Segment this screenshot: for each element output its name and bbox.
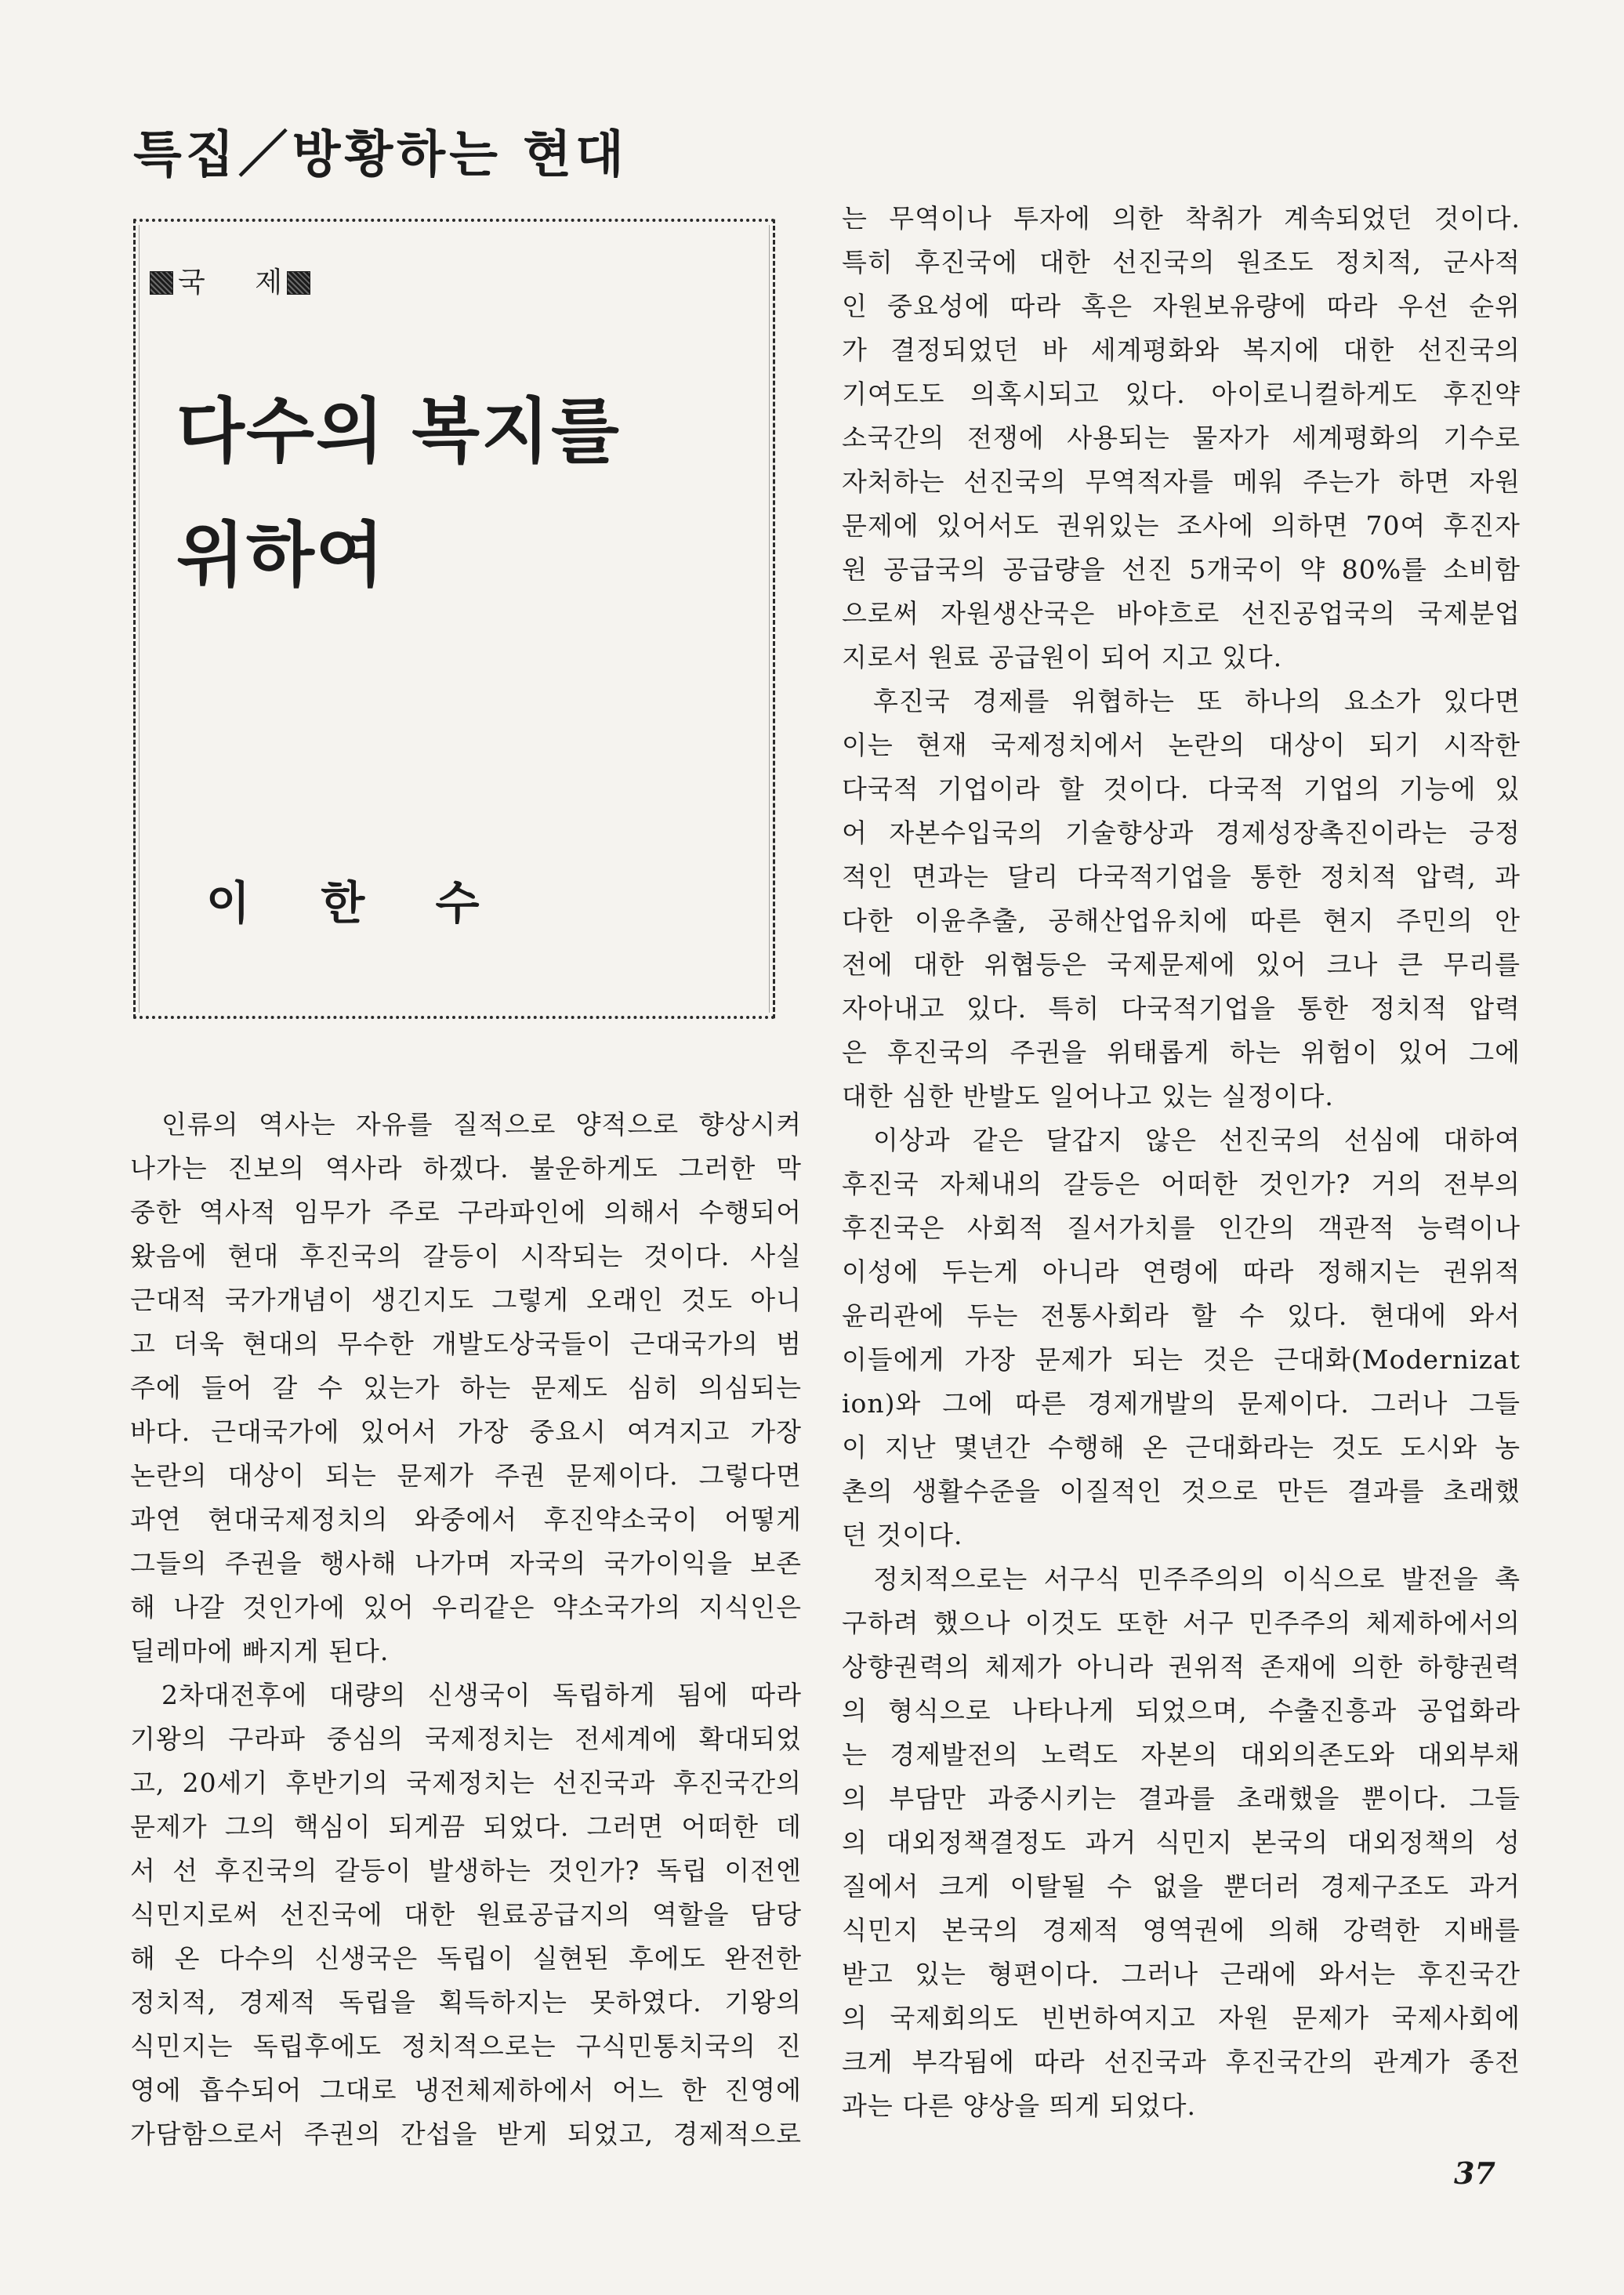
text-line: 던 것이다. bbox=[842, 1520, 963, 1550]
text-line: 과는 다른 양상을 띄게 되었다. bbox=[842, 2090, 1196, 2121]
text-line: 의 대외정책결정도 과거 식민지 본국의 대외정책의 성 bbox=[842, 1827, 1521, 1858]
text-line: 과연 현대국제정치의 와중에서 후진약소국이 어떻게 bbox=[130, 1504, 802, 1535]
right-text-column bbox=[842, 197, 1521, 2128]
text-line: 해 나갈 것인가에 있어 우리같은 약소국가의 지식인은 bbox=[130, 1592, 802, 1622]
text-line: 논란의 대상이 되는 문제가 주권 문제이다. 그렇다면 bbox=[130, 1460, 802, 1491]
text-line: 자아내고 있다. 특히 다국적기업을 통한 정치적 압력 bbox=[842, 993, 1521, 1024]
text-line: 으로써 자원생산국은 바야흐로 선진공업국의 국제분업 bbox=[842, 598, 1521, 629]
text-line: 후진국은 사회적 질서가치를 인간의 객관적 능력이나 bbox=[842, 1213, 1521, 1243]
paragraph bbox=[842, 197, 1521, 680]
article-title-line: 다수의 복지를 bbox=[176, 390, 621, 473]
paragraph bbox=[842, 1118, 1521, 1557]
text-line: 이들에게 가장 문제가 되는 것은 근대화(Modernizat bbox=[842, 1344, 1521, 1375]
text-line: 이상과 같은 달갑지 않은 선진국의 선심에 대하여 bbox=[873, 1125, 1521, 1155]
text-line: 식민지로써 선진국에 대한 원료공급지의 역할을 담당 bbox=[130, 1899, 802, 1930]
text-line: 영에 흡수되어 그대로 냉전체제하에서 어느 한 진영에 bbox=[130, 2075, 802, 2105]
text-line: 서 선 후진국의 갈등이 발생하는 것인가? 독립 이전엔 bbox=[130, 1855, 802, 1886]
text-line: ion)와 그에 따른 경제개발의 문제이다. 그러나 그들 bbox=[842, 1388, 1521, 1419]
text-line: 의 부담만 과중시키는 결과를 초래했을 뿐이다. 그들 bbox=[842, 1783, 1521, 1814]
text-line: 상향권력의 체제가 아니라 권위적 존재에 의한 하향권력 bbox=[842, 1651, 1521, 1682]
paragraph bbox=[842, 680, 1521, 1118]
paragraph bbox=[842, 1557, 1521, 2128]
text-line: 중한 역사적 임무가 주로 구라파인에 의해서 수행되어 bbox=[130, 1197, 802, 1227]
text-line: 가담함으로서 주권의 간섭을 받게 되었고, 경제적으로 bbox=[130, 2119, 802, 2149]
left-text-column bbox=[130, 1103, 802, 2156]
text-line: 기여도도 의혹시되고 있다. 아이로니컬하게도 후진약 bbox=[842, 379, 1521, 409]
text-line: 그들의 주권을 행사해 나가며 자국의 국가이익을 보존 bbox=[130, 1548, 802, 1579]
text-line: 식민지는 독립후에도 정치적으로는 구식민통치국의 진 bbox=[130, 2031, 802, 2061]
text-line: 구하려 했으나 이것도 또한 서구 민주주의 체제하에서의 bbox=[842, 1608, 1521, 1638]
paragraph bbox=[130, 1673, 802, 2156]
text-line: 2차대전후에 대량의 신생국이 독립하게 됨에 따라 bbox=[161, 1680, 802, 1710]
text-line: 후진국 자체내의 갈등은 어떠한 것인가? 거의 전부의 bbox=[842, 1169, 1521, 1199]
article-title-line: 위하여 bbox=[176, 513, 386, 596]
text-line: 의 국제회의도 빈번하여지고 자원 문제가 국제사회에 bbox=[842, 2003, 1521, 2033]
text-line: 근대적 국가개념이 생긴지도 그렇게 오래인 것도 아니 bbox=[130, 1285, 802, 1315]
text-line: 크게 부각됨에 따라 선진국과 후진국간의 관계가 종전 bbox=[842, 2047, 1521, 2077]
section-label-text: 국 제 bbox=[178, 266, 282, 299]
text-line: 대한 심한 반발도 일어나고 있는 실정이다. bbox=[842, 1081, 1334, 1111]
text-line: 다국적 기업이라 할 것이다. 다국적 기업의 기능에 있 bbox=[842, 774, 1521, 804]
text-line: 고 더욱 현대의 무수한 개발도상국들이 근대국가의 범 bbox=[130, 1329, 802, 1359]
text-line: 질에서 크게 이탈될 수 없을 뿐더러 경제구조도 과거 bbox=[842, 1871, 1521, 1902]
text-line: 주에 들어 갈 수 있는가 하는 문제도 심히 의심되는 bbox=[130, 1372, 802, 1403]
text-line: 전에 대한 위협등은 국제문제에 있어 크나 큰 무리를 bbox=[842, 949, 1521, 980]
text-line: 정치적으로는 서구식 민주주의의 이식으로 발전을 촉 bbox=[873, 1564, 1521, 1594]
text-line: 자처하는 선진국의 무역적자를 메워 주는가 하면 자원 bbox=[842, 466, 1521, 497]
text-line: 는 무역이나 투자에 의한 착취가 계속되었던 것이다. bbox=[842, 203, 1521, 234]
text-line: 고, 20세기 후반기의 국제정치는 선진국과 후진국간의 bbox=[130, 1767, 802, 1798]
text-line: 인 중요성에 따라 혹은 자원보유량에 따라 우선 순위 bbox=[842, 291, 1521, 321]
article-title-box bbox=[133, 219, 775, 1019]
author-name: 이 한 수 bbox=[206, 876, 480, 930]
text-line: 받고 있는 형편이다. 그러나 근래에 와서는 후진국간 bbox=[842, 1959, 1521, 1989]
text-line: 정치적, 경제적 독립을 획득하지는 못하였다. 기왕의 bbox=[130, 1987, 802, 2018]
text-line: 이성에 두는게 아니라 연령에 따라 정해지는 권위적 bbox=[842, 1256, 1521, 1287]
page-number: 37 bbox=[1454, 2155, 1495, 2191]
section-marker-icon bbox=[287, 271, 310, 295]
text-line: 인류의 역사는 자유를 질적으로 양적으로 향상시켜 bbox=[161, 1109, 802, 1140]
text-line: 의 형식으로 나타나게 되었으며, 수출진흥과 공업화라 bbox=[842, 1695, 1521, 1726]
text-line: 가 결정되었던 바 세계평화와 복지에 대한 선진국의 bbox=[842, 335, 1521, 365]
text-line: 어 자본수입국의 기술향상과 경제성장촉진이라는 긍정 bbox=[842, 818, 1521, 848]
text-line: 문제에 있어서도 권위있는 조사에 의하면 70여 후진자 bbox=[842, 510, 1521, 541]
text-line: 후진국 경제를 위협하는 또 하나의 요소가 있다면 bbox=[873, 686, 1521, 716]
text-line: 바다. 근대국가에 있어서 가장 중요시 여겨지고 가장 bbox=[130, 1416, 802, 1447]
paragraph bbox=[130, 1103, 802, 1673]
text-line: 윤리관에 두는 전통사회라 할 수 있다. 현대에 와서 bbox=[842, 1300, 1521, 1331]
section-marker-icon bbox=[150, 271, 173, 295]
text-line: 은 후진국의 주권을 위태롭게 하는 위험이 있어 그에 bbox=[842, 1037, 1521, 1068]
text-line: 왔음에 현대 후진국의 갈등이 시작되는 것이다. 사실 bbox=[130, 1241, 802, 1271]
text-line: 식민지 본국의 경제적 영역권에 의해 강력한 지배를 bbox=[842, 1915, 1521, 1945]
text-line: 특히 후진국에 대한 선진국의 원조도 정치적, 군사적 bbox=[842, 247, 1521, 277]
text-line: 지로서 원료 공급원이 되어 지고 있다. bbox=[842, 642, 1283, 673]
text-line: 적인 면과는 달리 다국적기업을 통한 정치적 압력, 과 bbox=[842, 861, 1521, 892]
text-line: 기왕의 구라파 중심의 국제정치는 전세계에 확대되었 bbox=[130, 1724, 802, 1754]
text-line: 해 온 다수의 신생국은 독립이 실현된 후에도 완전한 bbox=[130, 1943, 802, 1974]
text-line: 다한 이윤추출, 공해산업유치에 따른 현지 주민의 안 bbox=[842, 905, 1521, 936]
text-line: 는 경제발전의 노력도 자본의 대외의존도와 대외부채 bbox=[842, 1739, 1521, 1770]
feature-header: 특집／방황하는 현대 bbox=[133, 126, 628, 184]
text-line: 이 지난 몇년간 수행해 온 근대화라는 것도 도시와 농 bbox=[842, 1432, 1521, 1463]
text-line: 딜레마에 빠지게 된다. bbox=[130, 1636, 390, 1666]
text-line: 이는 현재 국제정치에서 논란의 대상이 되기 시작한 bbox=[842, 730, 1521, 760]
text-line: 소국간의 전쟁에 사용되는 물자가 세계평화의 기수로 bbox=[842, 422, 1521, 453]
text-line: 문제가 그의 핵심이 되게끔 되었다. 그러면 어떠한 데 bbox=[130, 1811, 802, 1842]
section-label bbox=[150, 267, 310, 299]
text-line: 촌의 생활수준을 이질적인 것으로 만든 결과를 초래했 bbox=[842, 1476, 1521, 1506]
text-line: 나가는 진보의 역사라 하겠다. 불운하게도 그러한 막 bbox=[130, 1153, 802, 1184]
text-line: 원 공급국의 공급량을 선진 5개국이 약 80%를 소비함 bbox=[842, 554, 1521, 585]
